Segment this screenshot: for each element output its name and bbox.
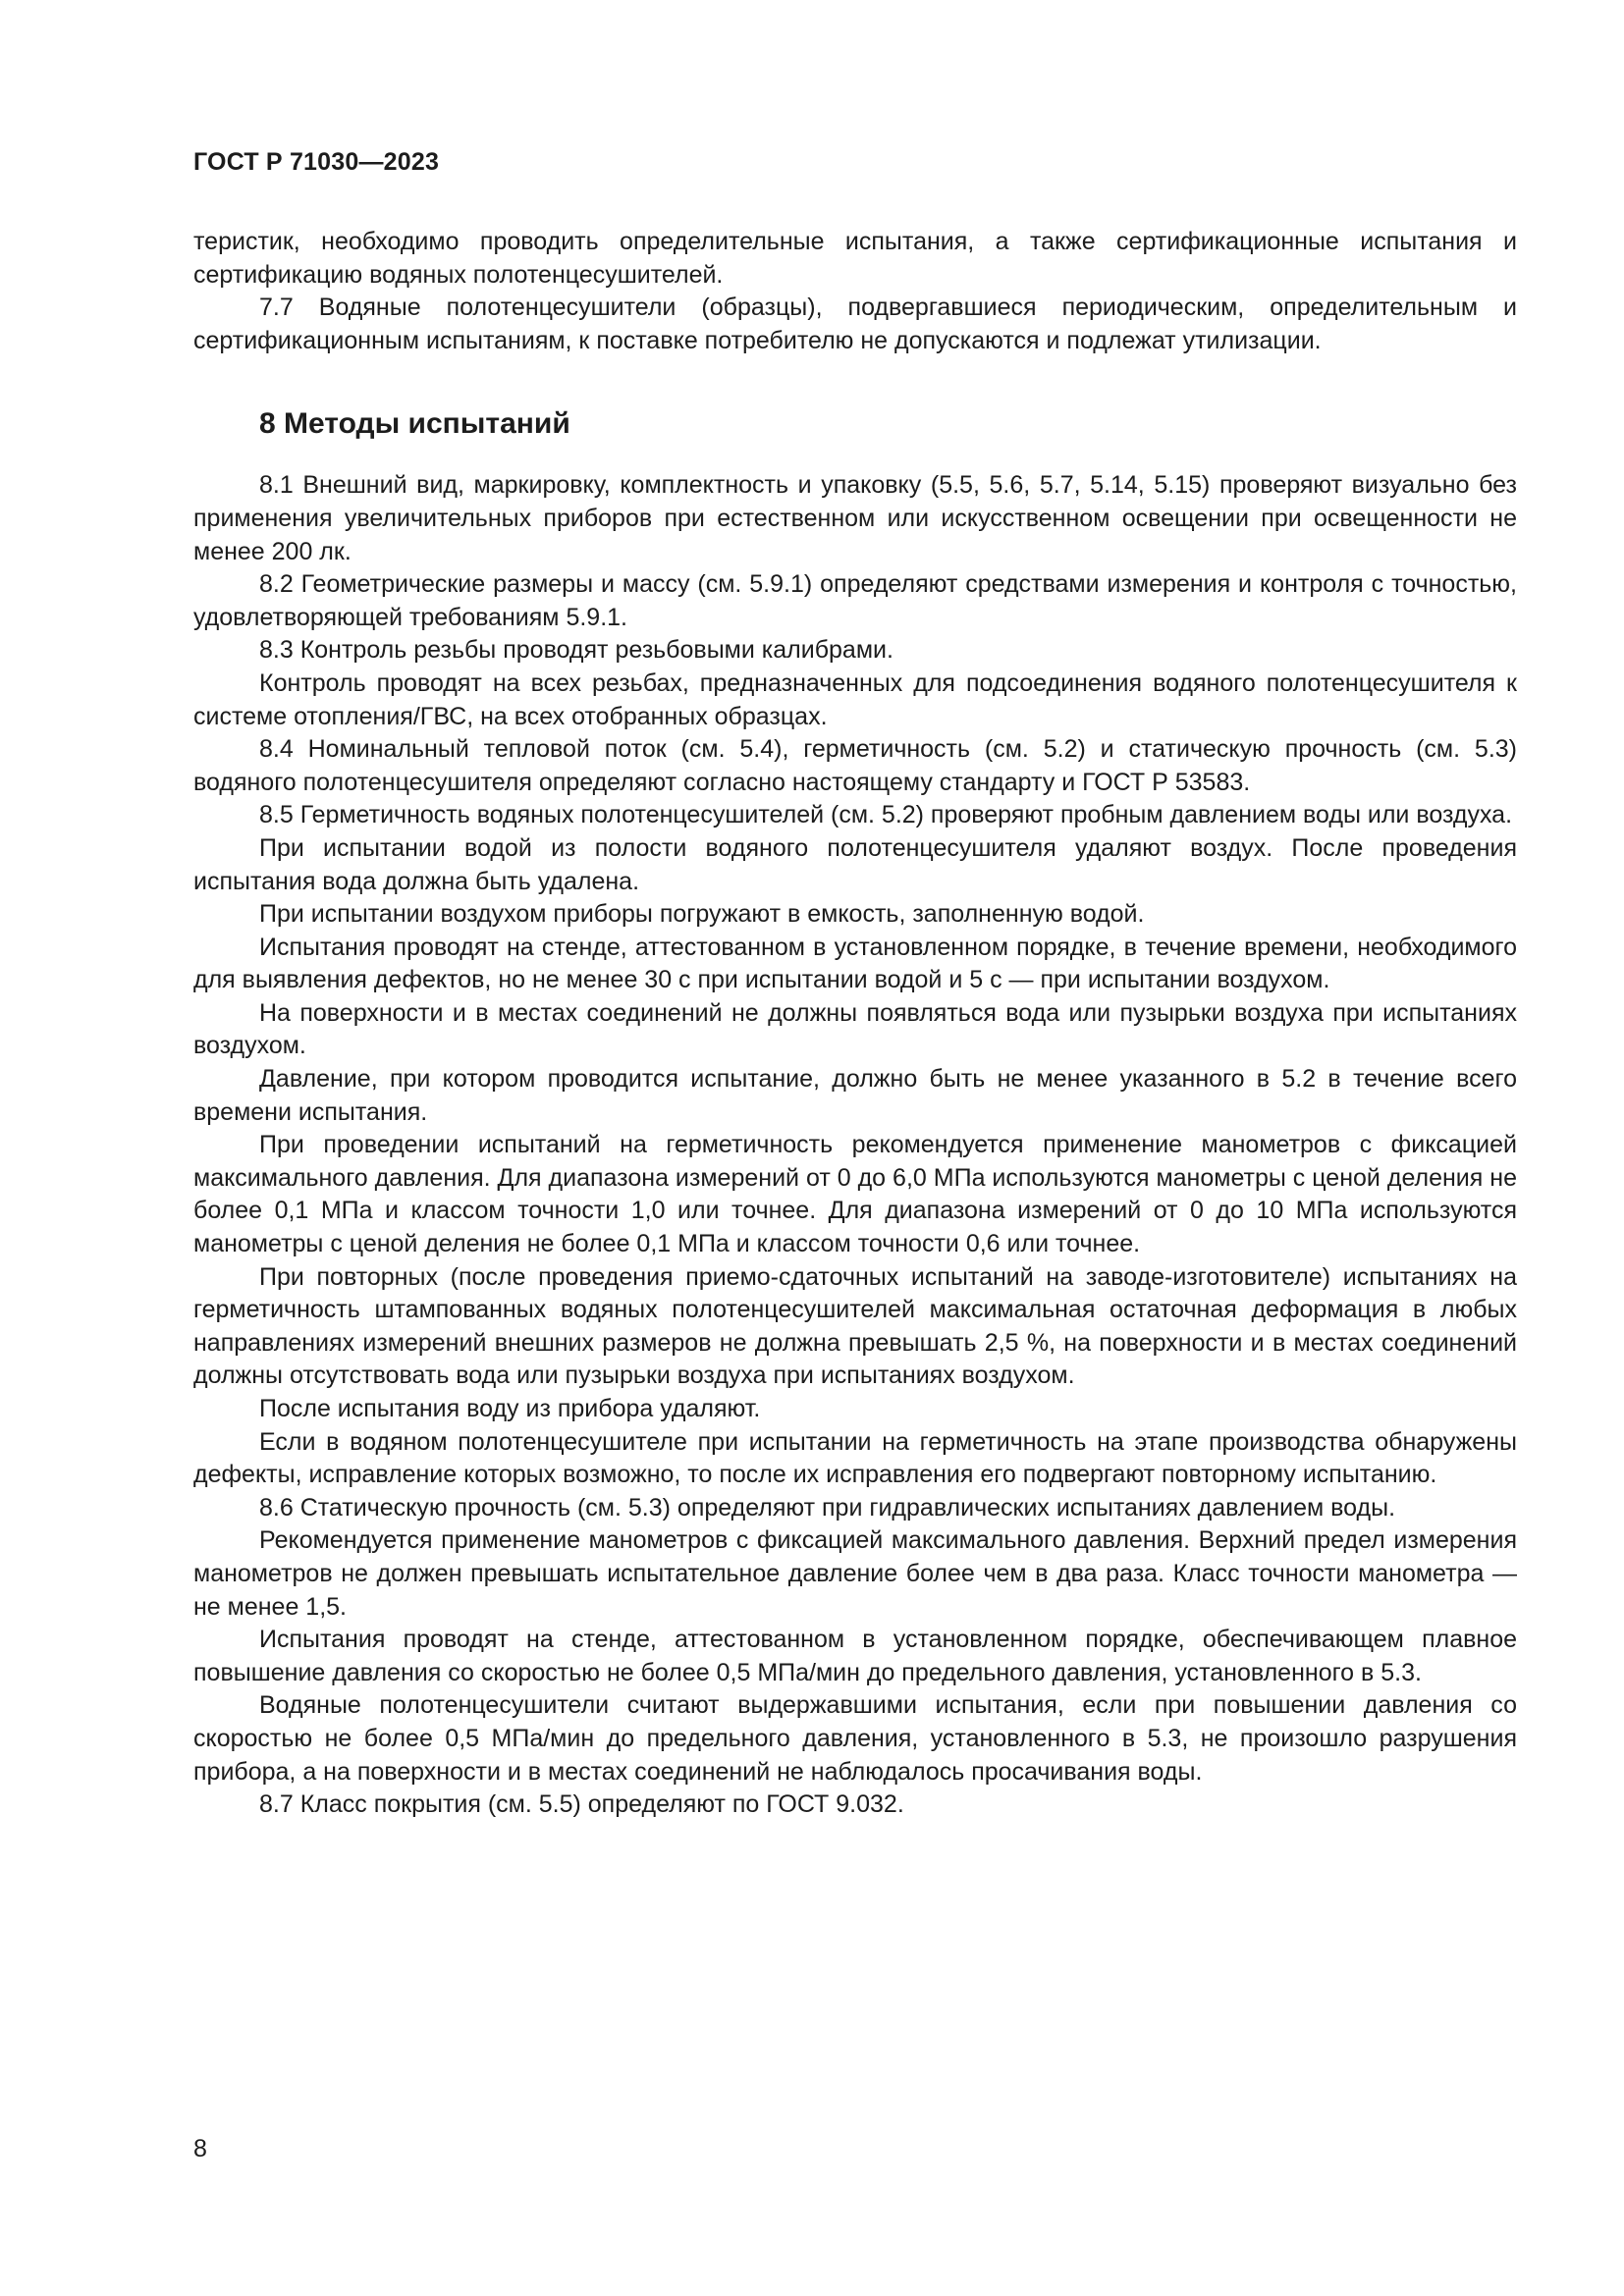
paragraph-8-2: 8.2 Геометрические размеры и массу (см. 5.9.1) определяют средствами измерения и контроля с точностью, удовлетворяющей требованиям 5.9.1. (193, 570, 1517, 631)
section-heading: 8 Методы испытаний (259, 407, 570, 441)
paragraph-7-7: 7.7 Водяные полотенцесушители (образцы), подвергавшиеся периодическим, определительным и сертификационным испытаниям, к поставке потребителю не допускаются и подлежат утилизации. (193, 294, 1517, 354)
paragraph: После испытания воду из прибора удаляют. (259, 1395, 761, 1422)
paragraph: Контроль проводят на всех резьбах, предназначенных для подсоединения водяного полотенцесушителя к системе отопления/ГВС, на всех отобранных образцах. (193, 668, 1517, 730)
paragraph: Давление, при котором проводится испытание, должно быть не менее указанного в 5.2 в течение всего времени испытания. (193, 1065, 1517, 1126)
paragraph: На поверхности и в местах соединений не должны появляться вода или пузырьки воздуха при испытаниях воздухом. (193, 998, 1517, 1060)
paragraph: Испытания проводят на стенде, аттестованном в установленном порядке, обеспечивающем плавное повышение давления со скоростью не более 0,5 МПа/мин до предельного давления, установленного в 5.3. (193, 1626, 1517, 1686)
paragraph: При проведении испытаний на герметичность рекомендуется применение манометров с фиксацией максимального давления. Для диапазона измерений от 0 до 6,0 МПа используются манометры с ценой деления не более 0,1 МПа и классом точности 1,0 или точнее. Для диапазона измерений от 0 до 10 МПа используются манометры с ценой деления не более 0,1 МПа и классом точности 0,6 или точнее. (193, 1131, 1517, 1258)
paragraph-8-7: 8.7 Класс покрытия (см. 5.5) определяют по ГОСТ 9.032. (259, 1790, 904, 1819)
paragraph: При повторных (после проведения приемо-сдаточных испытаний на заводе-изготовителе) испытаниях на герметичность штампованных водяных полотенцесушителей максимальная остаточная деформация в любых направлениях измерений внешних размеров не должна превышать 2,5 %, на поверхности и в местах соединений должны отсутствовать вода или пузырьки воздуха при испытаниях воздухом. (193, 1262, 1517, 1390)
paragraph: Рекомендуется применение манометров с фиксацией максимального давления. Верхний предел измерения манометров не должен превышать испытательное давление более чем в два раза. Класс точности манометра — не менее 1,5. (193, 1526, 1517, 1621)
paragraph-continuation: теристик, необходимо проводить определительные испытания, а также сертификационные испытания и сертификацию водяных полотенцесушителей. (193, 228, 1517, 289)
paragraph: При испытании воздухом приборы погружают в емкость, заполненную водой. (259, 900, 1145, 929)
page-number: 8 (193, 2135, 207, 2163)
document-header: ГОСТ Р 71030—2023 (193, 148, 440, 176)
paragraph-8-5: 8.5 Герметичность водяных полотенцесушителей (см. 5.2) проверяют пробным давлением воды или воздуха. (259, 801, 1513, 829)
paragraph: При испытании водой из полости водяного полотенцесушителя удаляют воздух. После проведения испытания вода должна быть удалена. (193, 833, 1517, 895)
paragraph: Водяные полотенцесушители считают выдержавшими испытания, если при повышении давления со скоростью не более 0,5 МПа/мин до предельного давления, установленного в 5.3, не произошло разрушения прибора, а на поверхности и в местах соединений не наблюдалось просачивания воды. (193, 1691, 1517, 1786)
paragraph-8-1: 8.1 Внешний вид, маркировку, комплектность и упаковку (5.5, 5.6, 5.7, 5.14, 5.15) проверяют визуально без применения увеличительных приборов при естественном или искусственном освещении при освещенности не менее 200 лк. (193, 471, 1517, 565)
paragraph-8-3: 8.3 Контроль резьбы проводят резьбовыми калибрами. (259, 636, 893, 665)
paragraph-8-6: 8.6 Статическую прочность (см. 5.3) определяют при гидравлических испытаниях давлением воды. (259, 1493, 1396, 1522)
document-body (193, 226, 1517, 1822)
paragraph-8-4: 8.4 Номинальный тепловой поток (см. 5.4), герметичность (см. 5.2) и статическую прочность (см. 5.3) водяного полотенцесушителя определяют согласно настоящему стандарту и ГОСТ Р 53583. (193, 735, 1517, 796)
paragraph: Если в водяном полотенцесушителе при испытании на герметичность на этапе производства обнаружены дефекты, исправление которых возможно, то после их исправления его подвергают повторному испытанию. (193, 1427, 1517, 1489)
paragraph: Испытания проводят на стенде, аттестованном в установленном порядке, в течение времени, необходимого для выявления дефектов, но не менее 30 с при испытании водой и 5 с — при испытании воздухом. (193, 933, 1517, 994)
